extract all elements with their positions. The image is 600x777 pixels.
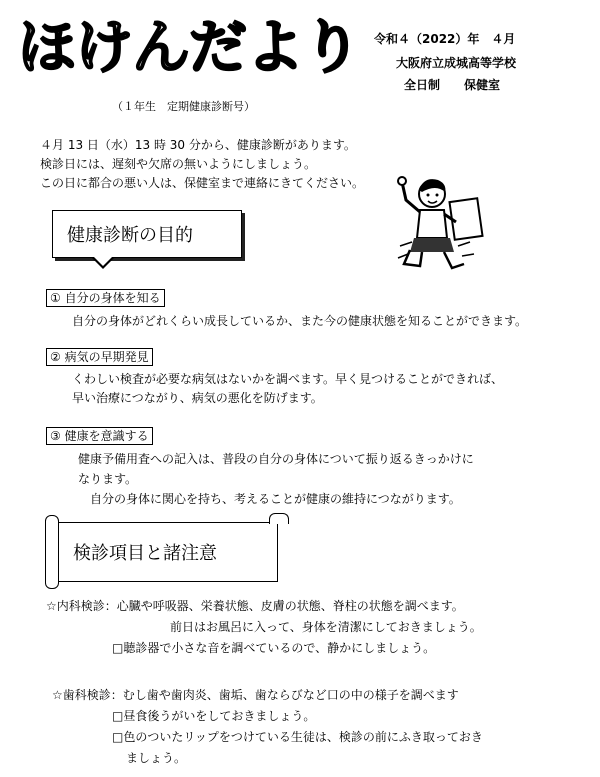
- title-char: り: [303, 13, 360, 81]
- exam-internal-line: ☆内科検診：心臓や呼吸器、栄養状態、皮膚の状態、脊柱の状態を調べます。: [46, 599, 464, 613]
- exam-dental-note: □色のついたリップをつけている生徒は、検診の前にふき取っておき: [112, 730, 483, 744]
- issue-date: 令和４（2022）年 ４月: [374, 32, 516, 46]
- issue-subtitle: （１年生 定期健康診断号）: [112, 100, 255, 113]
- newsletter-title: [18, 14, 359, 80]
- title-char: だ: [189, 13, 246, 81]
- exam-dental-note: ましょう。: [126, 751, 187, 765]
- purpose-text: なります。: [78, 472, 138, 486]
- exam-dental-line: ☆歯科検診：むし歯や歯肉炎、歯垢、歯ならびなど口の中の様子を調べます: [52, 688, 459, 702]
- purpose-label: ② 病気の早期発見: [46, 348, 153, 366]
- student-illustration-icon: [392, 172, 492, 282]
- purpose-text: くわしい検査が必要な病気はないかを調べます。早く見つけることができれば、: [72, 372, 504, 386]
- exam-internal-note: □聴診器で小さな音を調べているので、静かにしましょう。: [112, 641, 436, 655]
- purpose-text: 早い治療につながり、病気の悪化を防げます。: [72, 391, 323, 405]
- purpose-text: 健康予備用査への記入は、普段の自分の身体について振り返るきっかけに: [78, 452, 474, 466]
- school-name: 大阪府立成城高等学校: [396, 56, 517, 70]
- purpose-text: 自分の身体に関心を持ち、考えることが健康の維持につながります。: [90, 492, 461, 506]
- purpose-text: 自分の身体がどれくらい成長しているか、また今の健康状態を知ることができます。: [72, 314, 528, 328]
- intro-line: 検診日には、遅刻や欠席の無いようにしましょう。: [40, 157, 317, 171]
- exam-internal-line: 前日はお風呂に入って、身体を清潔にしておきましょう。: [170, 620, 482, 634]
- intro-line: この日に都合の悪い人は、保健室まで連絡にきてください。: [40, 176, 365, 190]
- intro-line: ４月 13 日（水）13 時 30 分から、健康診断があります。: [40, 138, 356, 152]
- title-char: ほ: [18, 13, 75, 81]
- purpose-label: ③ 健康を意識する: [46, 427, 153, 445]
- exam-dental-note: □昼食後うがいをしておきましょう。: [112, 709, 316, 723]
- section-heading-exams: [50, 522, 278, 582]
- purpose-label: ① 自分の身体を知る: [46, 289, 165, 307]
- section-heading-text: 検診項目と諸注意: [73, 543, 217, 564]
- title-char: よ: [246, 13, 303, 81]
- title-char: ん: [132, 13, 189, 81]
- section-heading-text: 健康診断の目的: [67, 225, 193, 246]
- department: 全日制 保健室: [404, 78, 501, 92]
- title-char: け: [75, 13, 132, 81]
- section-heading-purpose: [52, 210, 242, 258]
